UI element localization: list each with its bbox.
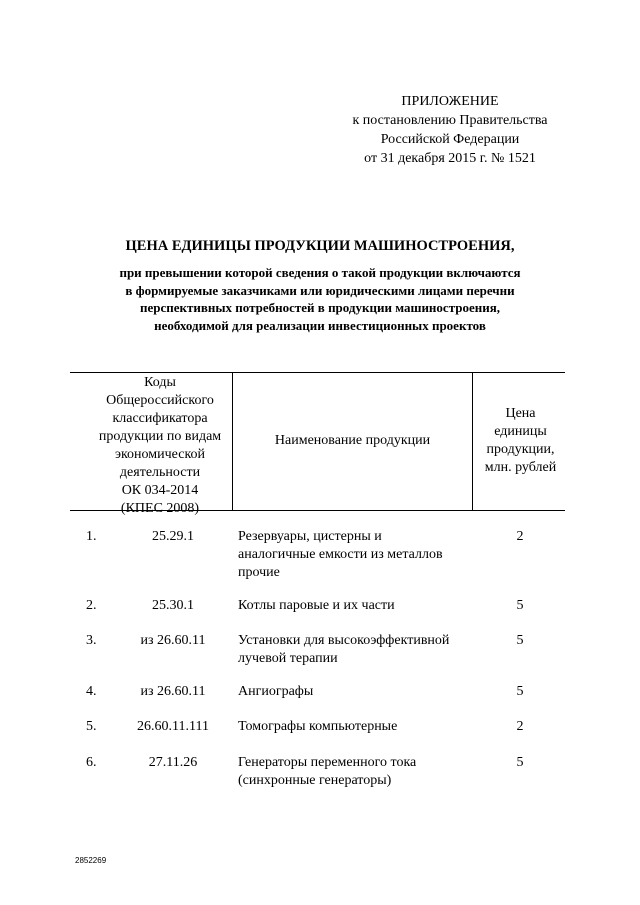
row-code: из 26.60.11 [140,633,206,648]
row-price: 2 [516,529,524,544]
row-code: 26.60.11.111 [137,719,209,734]
row-name [238,718,488,736]
row-name-line: Котлы паровые и их части [238,598,395,613]
row-name [238,528,488,582]
row-number: 3. [86,633,97,648]
row-price: 2 [516,719,524,734]
row-name [238,754,488,790]
header-codes-line: (КПЕС 2008) [120,501,200,516]
row-name-line: аналогичные емкости из металлов [238,547,443,562]
row-code: из 26.60.11 [140,684,206,699]
row-name-line: Томографы компьютерные [238,719,398,734]
appendix-line-2: Российской Федерации [380,132,520,147]
header-name-text: Наименование продукции [274,433,431,448]
header-name [233,432,472,450]
table-top-border [70,372,565,373]
row-code: 25.29.1 [152,529,194,544]
row-name-line: Установки для высокоэффективной [238,633,450,648]
row-name-line: (синхронные генераторы) [238,773,392,788]
document-title: ЦЕНА ЕДИНИЦЫ ПРОДУКЦИИ МАШИНОСТРОЕНИЯ, [125,238,515,254]
appendix-line-3: от 31 декабря 2015 г. № 1521 [364,151,536,166]
row-number: 2. [86,598,97,613]
row-name-line: Генераторы переменного тока [238,755,417,770]
row-code: 27.11.26 [148,755,198,770]
header-codes-line: Общероссийского [106,393,214,408]
row-number: 5. [86,719,97,734]
document-number: 2852269 [75,856,107,865]
row-number: 1. [86,529,97,544]
row-number: 6. [86,755,97,770]
header-price [473,405,568,477]
document-subtitle [60,264,580,334]
header-codes-line: экономической [114,447,206,462]
row-name [238,632,488,668]
header-codes [90,374,230,518]
subtitle-line: при превышении которой сведения о такой продукции включаются [119,265,521,280]
row-code: 25.30.1 [152,598,194,613]
row-price: 5 [516,633,524,648]
header-price-line: единицы [494,424,547,439]
row-price: 5 [516,684,524,699]
header-price-line: Цена [505,406,536,421]
header-codes-line: ОК 034-2014 [121,483,199,498]
appendix-line-1: к постановлению Правительства [352,113,548,128]
row-price: 5 [516,755,524,770]
row-name-line: Резервуары, цистерны и [238,529,382,544]
row-name [238,597,488,615]
header-codes-line: деятельности [119,465,201,480]
row-name-line: прочие [238,565,280,580]
row-number: 4. [86,684,97,699]
header-codes-line: продукции по видам [98,429,222,444]
row-name-line: лучевой терапии [238,651,338,666]
subtitle-line: в формируемые заказчиками или юридическими лицами перечни [125,282,515,298]
row-price: 5 [516,598,524,613]
header-codes-line: классификатора [112,411,208,426]
subtitle-line: перспективных потребностей в продукции машиностроения, [139,300,501,315]
appendix-title: ПРИЛОЖЕНИЕ [401,94,499,109]
header-price-line: продукции, [486,442,555,457]
row-name [238,683,488,701]
appendix-header [330,92,570,168]
row-name-line: Ангиографы [238,684,314,699]
header-codes-line: Коды [144,375,176,390]
header-price-line: млн. рублей [484,460,557,475]
subtitle-line: необходимой для реализации инвестиционных проектов [154,317,486,333]
